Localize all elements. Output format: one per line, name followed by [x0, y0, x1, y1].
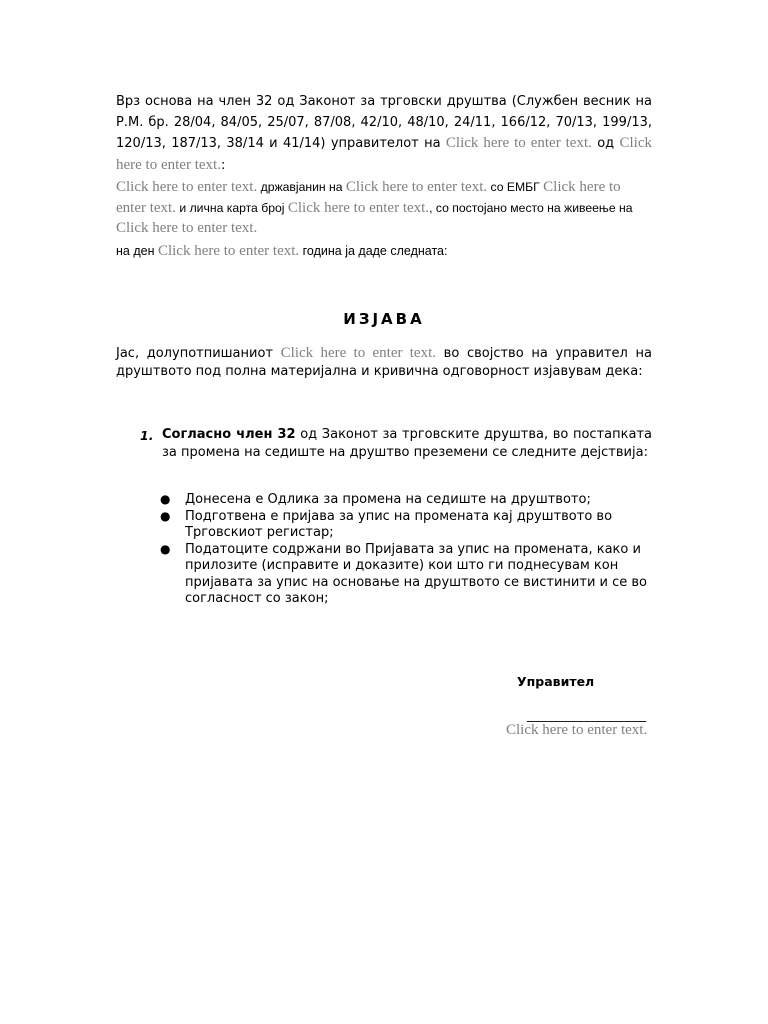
signature-label: Управител [517, 674, 595, 689]
signature-placeholder[interactable]: Click here to enter text. [506, 722, 648, 738]
residence-placeholder[interactable]: Click here to enter text. [116, 220, 258, 236]
document-title: ИЗЈАВА [343, 310, 425, 328]
list-item [160, 509, 652, 542]
declarant-placeholder[interactable]: Click here to enter text. [280, 345, 436, 361]
residence-text: , со постојано место на живеење на [429, 200, 633, 215]
date-start-text: на ден [116, 244, 158, 258]
company-placeholder[interactable]: Click here to enter text. [445, 135, 592, 151]
item-number: 1. [140, 428, 154, 443]
bullet-icon: ● [160, 541, 171, 556]
idcard-placeholder[interactable]: Click here to enter text. [287, 199, 430, 216]
citizenship-placeholder[interactable]: Click here to enter text. [345, 179, 488, 195]
declaration-paragraph [116, 344, 652, 381]
declaration-start-text: Јас, долупотпишаниот [116, 346, 281, 361]
item-text: од Законот за трговските друштва, во постапката за промена на седиште на друштво преземени се следните дејствија: [162, 427, 652, 460]
embg-placeholder[interactable]: Click here to enter text. [116, 179, 621, 216]
list-item [160, 542, 652, 608]
bullet-list [160, 492, 652, 608]
date-end-text: година ја даде следната: [299, 244, 448, 258]
intro-from: од [591, 136, 620, 151]
embg-text: со ЕМБГ [487, 180, 544, 194]
intro-colon: : [220, 157, 226, 173]
bullet-icon: ● [160, 492, 171, 506]
citizen-text: државјанин на [257, 180, 346, 194]
bullet-text: Подготвена е пријава за упис на промената кај друштвото во Трговскиот регистар; [185, 508, 613, 540]
bullet-text: Донесена е Одлика за промена на седиште на друштвото; [185, 492, 591, 507]
intro-paragraph [116, 92, 652, 176]
intro-text: Врз основа на член 32 од Законот за трговски друштва (Службен весник на Р.М. бр. 28/04, 84/05, 25/07, 87/08, 42/10, 48/10, 24/11, 166/12, 70/13, 199/13, 120/13, 187/13, 38/14 и 41/14) управителот на [116, 94, 652, 151]
item-bold-text: Согласно член 32 [162, 427, 296, 442]
date-paragraph [116, 241, 652, 261]
name-placeholder[interactable]: Click here to enter text. [116, 179, 258, 195]
bullet-icon: ● [160, 508, 171, 523]
manager-name-placeholder[interactable]: Click here to enter text. [116, 135, 652, 173]
declaration-end-text: во својство на управител на друштвото под полна материјална и кривична одговорност изјавувам дека: [116, 346, 652, 379]
personal-data-paragraph [116, 177, 652, 239]
numbered-item [162, 426, 652, 462]
date-placeholder[interactable]: Click here to enter text. [157, 243, 300, 259]
list-item [160, 492, 652, 509]
idcard-text: и лична карта број [175, 200, 288, 215]
signature-line: ____________________ [527, 707, 647, 722]
bullet-text: Податоците содржани во Пријавата за упис на промената, како и прилозите (исправите и доказите) кои што ги поднесувам кон пријавата за упис на основање на друштвото се вистинити и се во согласност со закон; [185, 541, 648, 606]
